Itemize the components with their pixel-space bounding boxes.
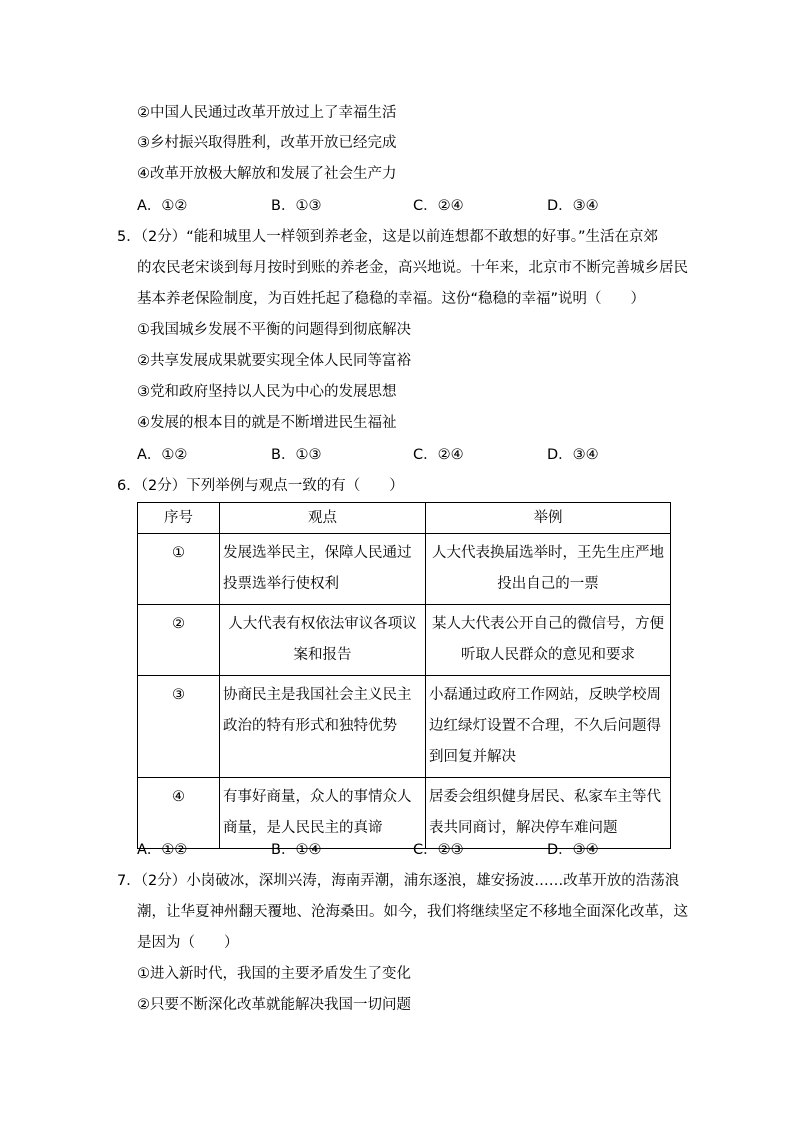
q4-options bbox=[137, 196, 697, 216]
q6-stem: 6．（2分）下列举例与观点一致的有（ ） bbox=[117, 478, 404, 494]
q7-item-1: ①进入新时代，我国的主要矛盾发生了变化 bbox=[137, 966, 411, 982]
q7-stem-line-1: 7．（2分）小岗破冰，深圳兴涛，海南弄潮，浦东逐浪，雄安扬波……改革开放的浩荡浪 bbox=[117, 873, 680, 889]
q5-option-a[interactable]: A．①② bbox=[137, 447, 188, 463]
q4-item-4: ④改革开放极大解放和发展了社会生产力 bbox=[137, 166, 397, 182]
table-row bbox=[138, 778, 671, 849]
q6-option-c[interactable]: C．②③ bbox=[413, 842, 464, 858]
q7-stem-line-3: 是因为（ ） bbox=[137, 935, 239, 951]
table-header-row bbox=[138, 503, 671, 534]
q5-option-b[interactable]: B．①③ bbox=[271, 447, 322, 463]
q6-option-d[interactable]: D．③④ bbox=[547, 842, 599, 858]
q7-stem-line-2: 潮，让华夏神州翻天覆地、沧海桑田。如今，我们将继续坚定不移地全面深化改革，这 bbox=[137, 904, 688, 920]
header-view: 观点 bbox=[220, 503, 426, 534]
header-num: 序号 bbox=[138, 503, 220, 534]
q5-options bbox=[137, 445, 697, 465]
q5-item-2: ②共享发展成果就要实现全体人民同等富裕 bbox=[137, 353, 411, 369]
row-example: 某人大代表公开自己的微信号，方便听取人民群众的意见和要求 bbox=[426, 605, 671, 676]
q4-item-2: ②中国人民通过改革开放过上了幸福生活 bbox=[137, 105, 397, 121]
row-num: ③ bbox=[138, 676, 220, 778]
q4-option-b[interactable]: B．①③ bbox=[271, 198, 322, 214]
q5-stem-line-3: 基本养老保险制度，为百姓托起了稳稳的幸福。这份“稳稳的幸福”说明（ ） bbox=[137, 291, 646, 307]
row-view: 协商民主是我国社会主义民主政治的特有形式和独特优势 bbox=[220, 676, 426, 778]
q6-option-a[interactable]: A．①② bbox=[137, 842, 188, 858]
q6-option-b[interactable]: B．①④ bbox=[271, 842, 322, 858]
row-num: ④ bbox=[138, 778, 220, 849]
q4-option-d[interactable]: D．③④ bbox=[547, 198, 599, 214]
row-example: 小磊通过政府工作网站，反映学校周边红绿灯设置不合理，不久后问题得到回复并解决 bbox=[426, 676, 671, 778]
row-example: 人大代表换届选举时，王先生庄严地投出自己的一票 bbox=[426, 534, 671, 605]
q5-item-1: ①我国城乡发展不平衡的问题得到彻底解决 bbox=[137, 322, 411, 338]
row-view: 发展选举民主，保障人民通过投票选举行使权利 bbox=[220, 534, 426, 605]
q5-stem-line-1: 5．（2分）“能和城里人一样领到养老金，这是以前连想都不敢想的好事。”生活在京郊 bbox=[117, 229, 658, 245]
q5-stem-line-2: 的农民老宋谈到每月按时到账的养老金，高兴地说。十年来，北京市不断完善城乡居民 bbox=[137, 260, 688, 276]
row-num: ① bbox=[138, 534, 220, 605]
q5-item-3: ③党和政府坚持以人民为中心的发展思想 bbox=[137, 384, 397, 400]
header-example: 举例 bbox=[426, 503, 671, 534]
q7-item-2: ②只要不断深化改革就能解决我国一切问题 bbox=[137, 997, 411, 1013]
table-row bbox=[138, 605, 671, 676]
q5-item-4: ④发展的根本目的就是不断增进民生福祉 bbox=[137, 415, 397, 431]
q5-option-d[interactable]: D．③④ bbox=[547, 447, 599, 463]
row-view: 有事好商量，众人的事情众人商量，是人民民主的真谛 bbox=[220, 778, 426, 849]
q4-item-3: ③乡村振兴取得胜利，改革开放已经完成 bbox=[137, 135, 397, 151]
q4-option-c[interactable]: C．②④ bbox=[413, 198, 464, 214]
row-num: ② bbox=[138, 605, 220, 676]
table-row bbox=[138, 676, 671, 778]
q4-option-a[interactable]: A．①② bbox=[137, 198, 188, 214]
q6-table bbox=[137, 502, 671, 849]
table-row bbox=[138, 534, 671, 605]
q6-options bbox=[137, 840, 697, 860]
row-view: 人大代表有权依法审议各项议案和报告 bbox=[220, 605, 426, 676]
q5-option-c[interactable]: C．②④ bbox=[413, 447, 464, 463]
row-example: 居委会组织健身居民、私家车主等代表共同商讨，解决停车难问题 bbox=[426, 778, 671, 849]
